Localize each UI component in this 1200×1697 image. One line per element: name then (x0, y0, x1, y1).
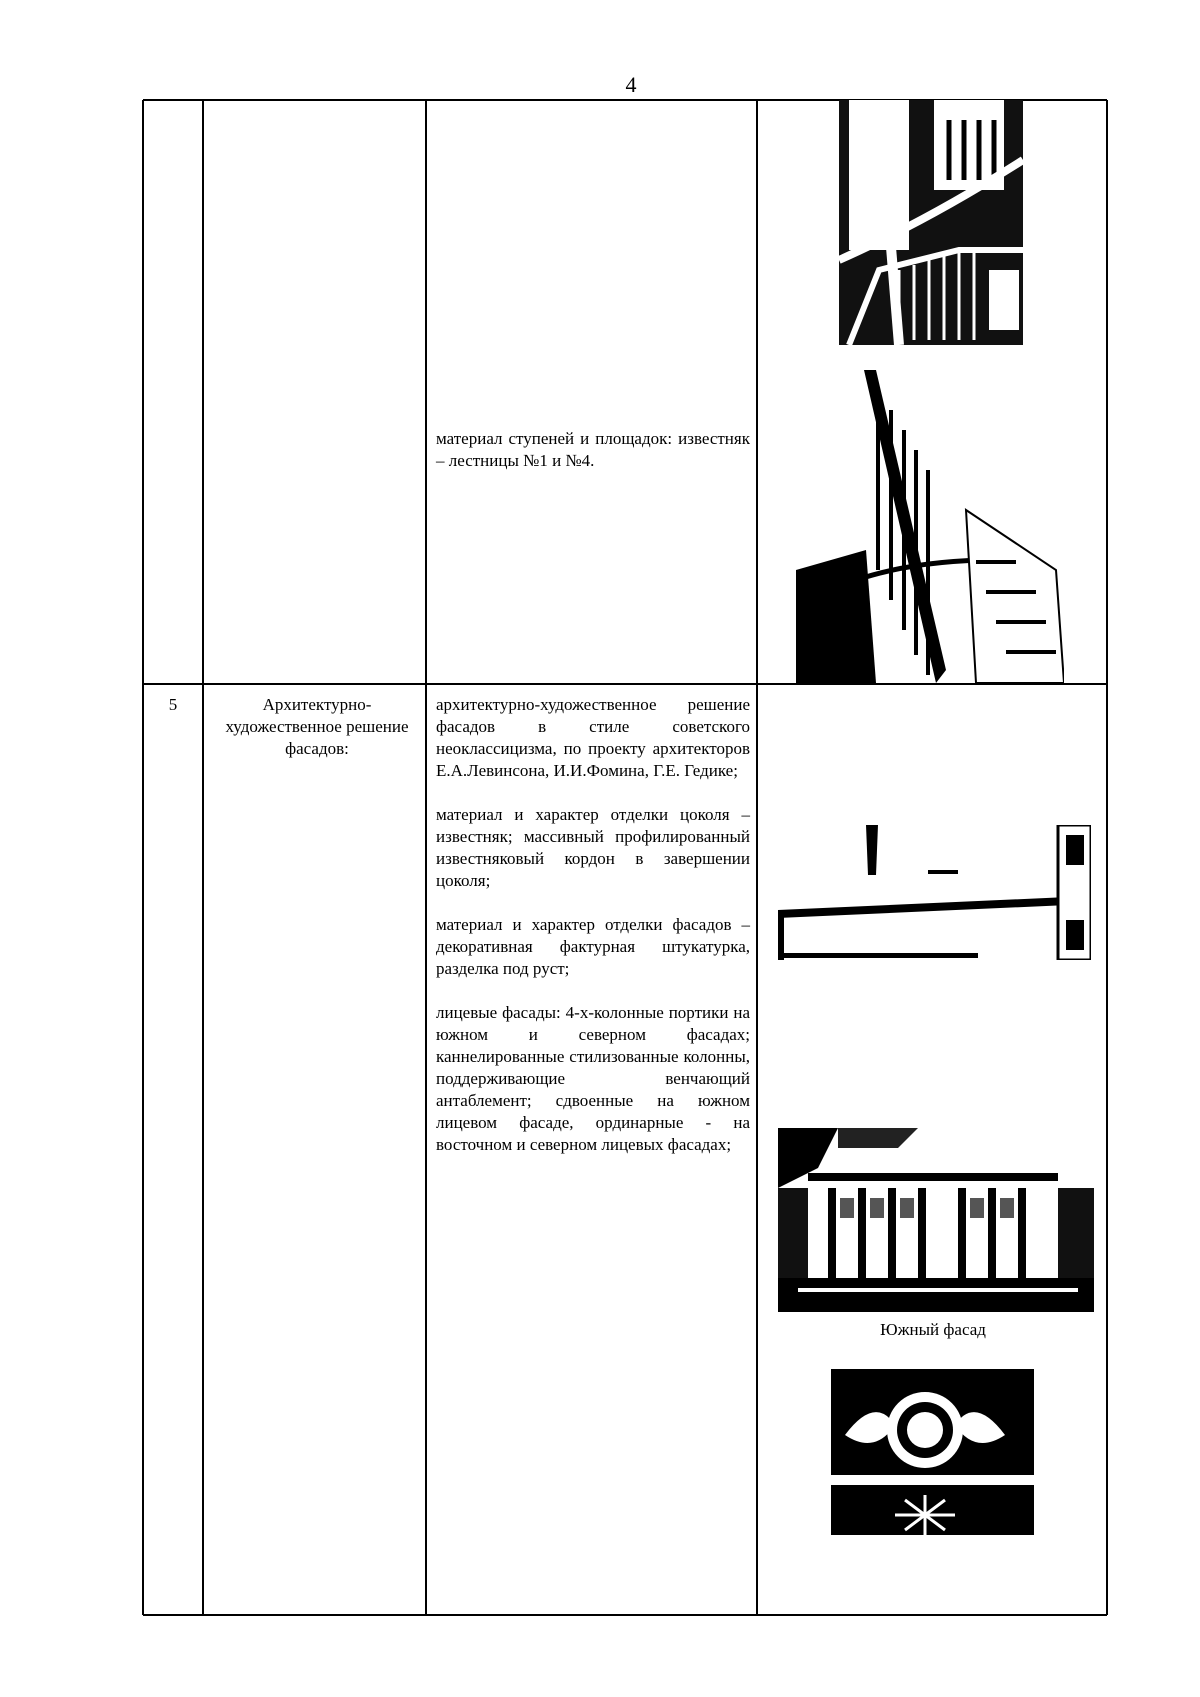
description-paragraph: материал и характер отделки цоколя – известняк; массивный профилированный известняковый кордон в завершении цоколя; (436, 805, 750, 890)
plinth-cordon-photo (778, 825, 1091, 960)
page-number: 4 (625, 72, 637, 97)
description-paragraph: материал и характер отделки фасадов – декоративная фактурная штукатурка, разделка под руст; (436, 915, 750, 978)
continued-row-description: материал ступеней и площадок: известняк – лестницы №1 и №4. (436, 429, 750, 470)
staircase-flight-photo (796, 370, 1064, 683)
row-number: 5 (168, 695, 178, 714)
row-description (436, 694, 750, 1156)
row-name: Архитектурно-художественное решение фасадов: (225, 695, 409, 758)
facade-emblem-detail-photo (825, 1355, 1040, 1535)
staircase-railing-photo (839, 100, 1023, 345)
description-paragraph: архитектурно-художественное решение фасадов в стиле советского неоклассицизма, по проекту архитекторов Е.А.Левинсона, И.И.Фомина, Г.Е. Гедике; (436, 695, 750, 780)
south-facade-photo (778, 1128, 1094, 1312)
photo-caption: Южный фасад (880, 1320, 986, 1339)
description-paragraph: лицевые фасады: 4-х-колонные портики на южном и северном фасадах; каннелированные стилизованные колонны, поддерживающие венчающий антаблемент; сдвоенные на южном лицевом фасаде, ординарные - на восточном и северном лицевых фасадах; (436, 1003, 750, 1154)
